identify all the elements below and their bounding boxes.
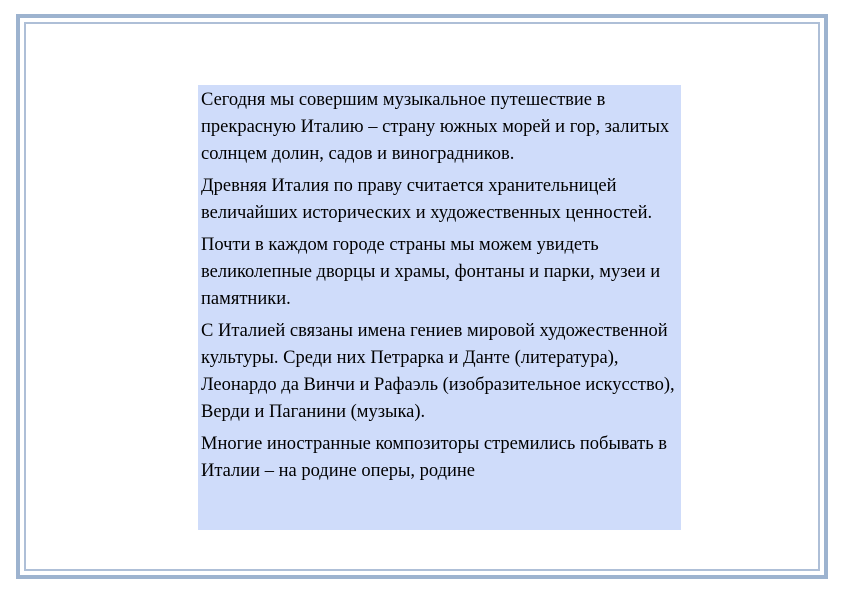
- text-box[interactable]: [198, 85, 681, 530]
- paragraph-intro: Сегодня мы совершим музыкальное путешествие в прекрасную Италию – страну южных морей и гор, залитых солнцем долин, садов и виноградников.: [201, 90, 670, 164]
- paragraph-cities: Почти в каждом городе страны мы можем увидеть великолепные дворцы и храмы, фонтаны и парки, музеи и памятники.: [201, 235, 661, 309]
- paragraph-geniuses: С Италией связаны имена гениев мировой художественной культуры. Среди них Петрарка и Данте (литература), Леонардо да Винчи и Рафаэль (изобразительное искусство), Верди и Паганини (музыка).: [201, 321, 675, 422]
- paragraph-ancient-italy: Древняя Италия по праву считается хранительницей величайших исторических и художественных ценностей.: [201, 176, 653, 223]
- paragraph-composers: Многие иностранные композиторы стремились побывать в Италии – на родине оперы, родине: [201, 434, 667, 481]
